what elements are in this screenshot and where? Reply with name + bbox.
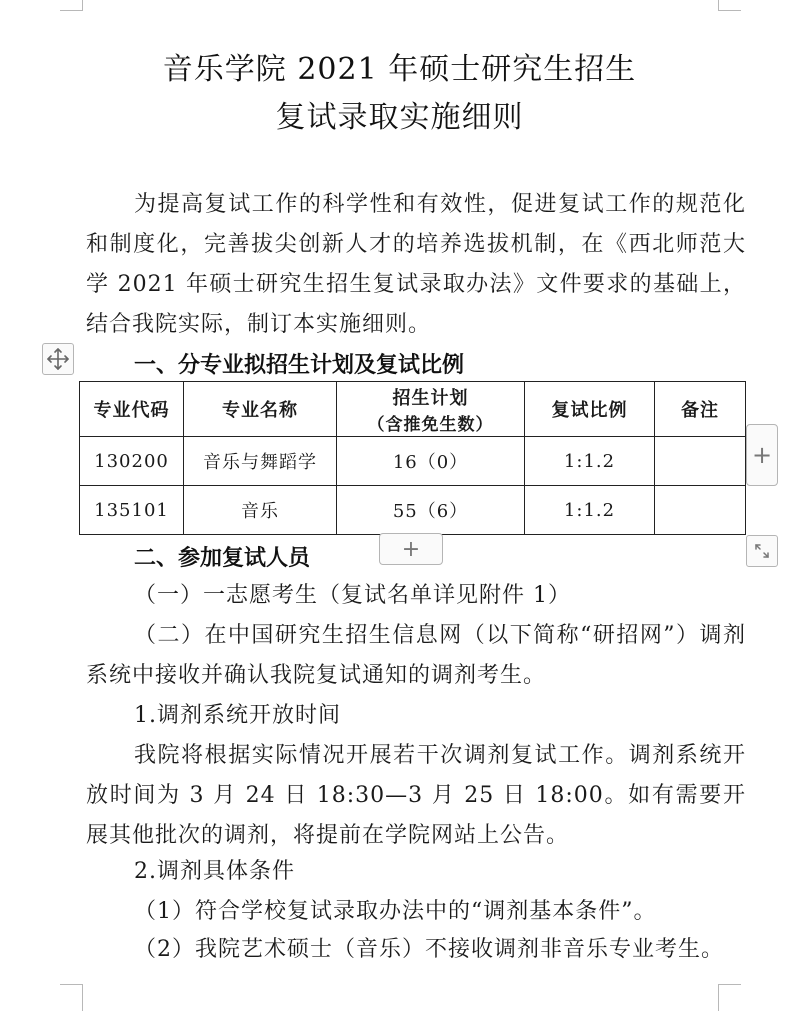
header-plan-line1: 招生计划 <box>392 387 469 409</box>
subheading-conditions: 2.调剂具体条件 <box>134 859 295 884</box>
item-adjustment: （二）在中国研究生招生信息网（以下简称“研招网”）调剂系统中接收并确认我院复试通知的调剂考生。 <box>86 623 746 688</box>
move-arrows-icon-glyph <box>46 347 70 371</box>
subheading-system-open-time: 1.调剂系统开放时间 <box>134 703 341 728</box>
section2-heading: 二、参加复试人员 <box>134 546 311 571</box>
header-enrollment-plan <box>337 382 525 437</box>
cell-major-code[interactable]: 130200 <box>80 437 184 486</box>
table-row <box>80 437 746 486</box>
enrollment-plan-table <box>79 381 746 535</box>
condition-1: （1）符合学校复试录取办法中的“调剂基本条件”。 <box>134 899 657 924</box>
crop-mark-bottom-left <box>60 984 83 1011</box>
table-row <box>80 486 746 535</box>
header-note: 备注 <box>655 382 746 437</box>
crop-mark-top-right <box>718 0 741 11</box>
add-row-button[interactable] <box>379 533 443 565</box>
table-header-row <box>80 382 746 437</box>
intro-paragraph: 为提高复试工作的科学性和有效性，促进复试工作的规范化和制度化，完善拔尖创新人才的培养选拔机制，在《西北师范大学 2021 年硕士研究生招生复试录取办法》文件要求的基础上，结合我院实际，制订本实施细则。 <box>86 192 746 337</box>
cell-major-name[interactable]: 音乐 <box>184 486 337 535</box>
resize-diagonal-icon[interactable] <box>746 535 778 567</box>
crop-mark-bottom-right <box>718 984 741 1011</box>
section1-heading: 一、分专业拟招生计划及复试比例 <box>134 353 465 378</box>
add-column-button[interactable] <box>746 424 778 486</box>
cell-retest-ratio[interactable]: 1:1.2 <box>525 437 655 486</box>
plus-icon: + <box>751 441 773 469</box>
cell-retest-ratio[interactable]: 1:1.2 <box>525 486 655 535</box>
document-title-line2: 复试录取实施细则 <box>275 100 524 135</box>
crop-mark-top-left <box>60 0 83 11</box>
cell-note[interactable] <box>655 437 746 486</box>
cell-major-name[interactable]: 音乐与舞蹈学 <box>184 437 337 486</box>
item-first-choice: （一）一志愿考生（复试名单详见附件 1） <box>134 583 571 608</box>
cell-enrollment-plan[interactable]: 55（6） <box>337 486 525 535</box>
system-open-time-paragraph: 我院将根据实际情况开展若干次调剂复试工作。调剂系统开放时间为 3 月 24 日 18:30—3 月 25 日 18:00。如有需要开展其他批次的调剂，将提前在学院网站上公告。 <box>86 743 746 848</box>
header-major-code: 专业代码 <box>80 382 184 437</box>
move-arrows-icon[interactable] <box>42 343 74 375</box>
cell-note[interactable] <box>655 486 746 535</box>
plus-icon: + <box>401 536 421 562</box>
cell-enrollment-plan[interactable]: 16（0） <box>337 437 525 486</box>
condition-2: （2）我院艺术硕士（音乐）不接收调剂非音乐专业考生。 <box>134 937 724 962</box>
header-major-name: 专业名称 <box>184 382 337 437</box>
document-title-line1: 音乐学院 2021 年硕士研究生招生 <box>162 52 637 87</box>
header-plan-line2: （含推免生数） <box>367 414 494 435</box>
cell-major-code[interactable]: 135101 <box>80 486 184 535</box>
header-retest-ratio: 复试比例 <box>525 382 655 437</box>
resize-diagonal-icon-glyph <box>753 542 771 560</box>
